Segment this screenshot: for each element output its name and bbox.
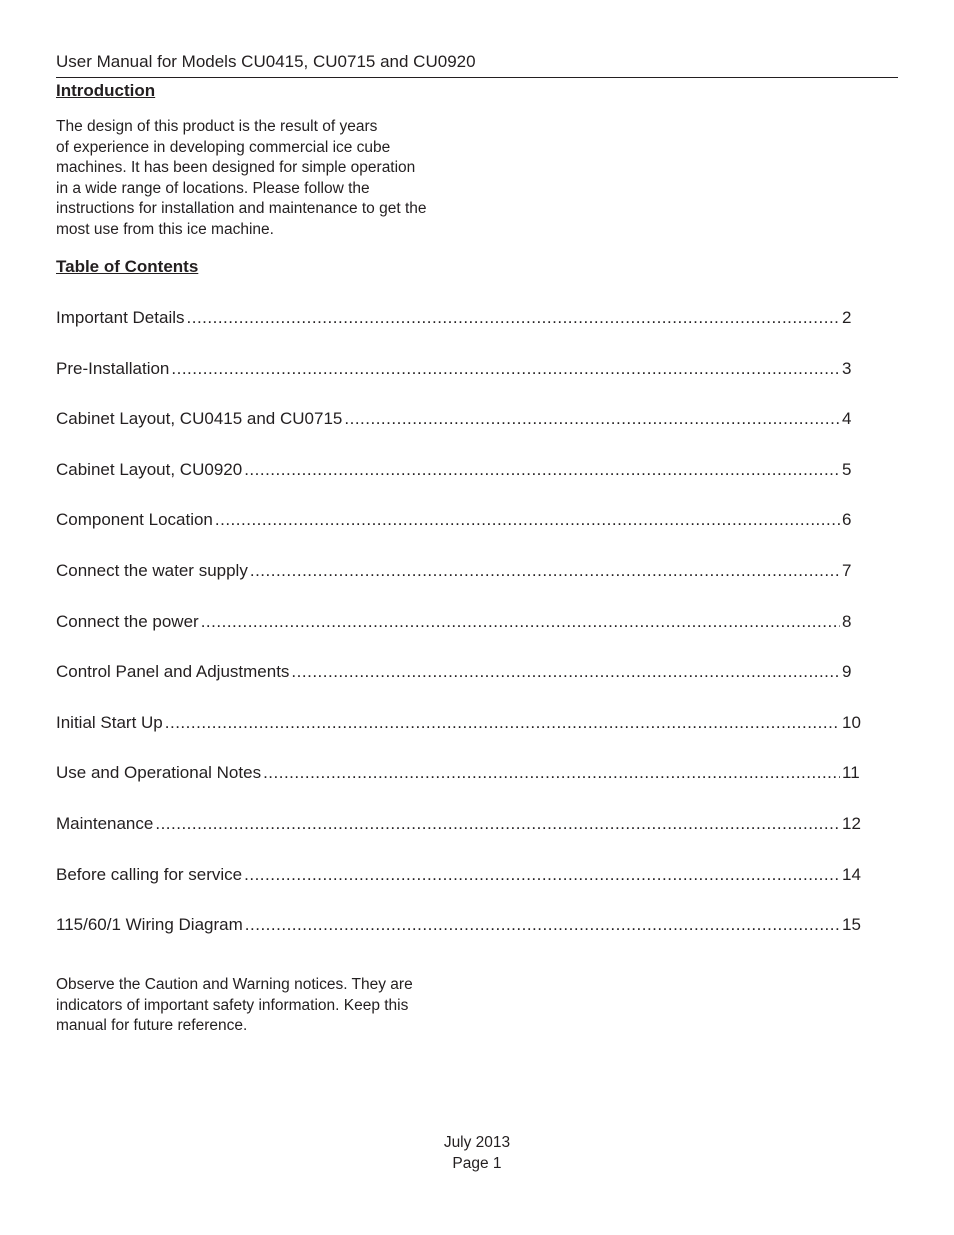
toc-entry-page: 11 (842, 763, 860, 783)
toc-entry-title: 115/60/1 Wiring Diagram (56, 915, 243, 935)
toc-entry-title: Before calling for service (56, 864, 243, 884)
toc-entry-page: 7 (842, 560, 852, 580)
toc-dot-leader (244, 864, 840, 885)
toc-entry-page: 5 (842, 459, 852, 479)
introduction-line: in a wide range of locations. Please follow the (56, 179, 370, 197)
toc-entry-title: Connect the water supply (56, 560, 248, 580)
toc-entry-title: Pre-Installation (56, 358, 170, 378)
toc-dot-leader (155, 813, 840, 834)
toc-entry-title: Cabinet Layout, CU0920 (56, 459, 243, 479)
toc-dot-leader (165, 712, 840, 733)
introduction-line: of experience in developing commercial ice cube (56, 138, 391, 156)
toc-entry-page: 8 (842, 611, 852, 631)
toc-entry-title: Important Details (56, 308, 185, 327)
toc-entry-page: 4 (842, 409, 852, 429)
toc-entry-connect-water-supply[interactable] (56, 560, 866, 611)
toc-entry-title: Connect the power (56, 611, 199, 631)
toc-dot-leader (263, 762, 840, 783)
toc-dot-leader (245, 914, 840, 935)
toc-entry-title: Maintenance (56, 813, 154, 833)
toc-entry-cabinet-layout-cu0415-cu0715[interactable] (56, 408, 866, 459)
toc-dot-leader (171, 358, 840, 379)
table-of-contents (56, 307, 866, 965)
toc-entry-use-operational-notes[interactable] (56, 762, 866, 813)
page-footer (0, 1132, 954, 1174)
toc-entry-cabinet-layout-cu0920[interactable] (56, 459, 866, 510)
toc-entry-title: Cabinet Layout, CU0415 and CU0715 (56, 409, 343, 429)
toc-entry-important-details[interactable] (56, 307, 866, 358)
toc-dot-leader (244, 459, 840, 480)
document-header-title: User Manual for Models CU0415, CU0715 and CU0920 (56, 52, 476, 71)
toc-dot-leader (215, 509, 840, 530)
toc-entry-page: 10 (842, 712, 861, 732)
toc-entry-control-panel-adjustments[interactable] (56, 661, 866, 712)
footer-date: July 2013 (443, 1134, 511, 1151)
toc-entry-before-calling-for-service[interactable] (56, 864, 866, 915)
toc-dot-leader (344, 408, 840, 429)
safety-notice-paragraph (56, 975, 476, 1037)
footer-page-number: Page 1 (452, 1155, 502, 1172)
toc-entry-component-location[interactable] (56, 509, 866, 560)
toc-entry-pre-installation[interactable] (56, 358, 866, 409)
toc-entry-title: Initial Start Up (56, 712, 163, 732)
toc-entry-page: 14 (842, 864, 861, 884)
toc-entry-maintenance[interactable] (56, 813, 866, 864)
toc-entry-page: 9 (842, 662, 852, 682)
toc-entry-title: Use and Operational Notes (56, 763, 262, 783)
introduction-line: most use from this ice machine. (56, 220, 274, 238)
toc-dot-leader (201, 611, 840, 632)
toc-entry-page: 3 (842, 358, 852, 378)
safety-notice-line: manual for future reference. (56, 1017, 248, 1035)
toc-entry-page: 12 (842, 813, 861, 833)
safety-notice-line: Observe the Caution and Warning notices. They are (56, 976, 413, 993)
introduction-line: machines. It has been designed for simple operation (56, 159, 416, 177)
toc-entry-page: 6 (842, 510, 852, 530)
toc-entry-initial-start-up[interactable] (56, 712, 866, 763)
safety-notice-line: indicators of important safety information. Keep this (56, 996, 409, 1014)
introduction-line: The design of this product is the result of years (56, 118, 378, 135)
toc-dot-leader (250, 560, 840, 581)
introduction-heading: Introduction (56, 81, 156, 100)
toc-entry-page: 2 (842, 308, 852, 327)
toc-dot-leader (187, 307, 841, 328)
table-of-contents-heading: Table of Contents (56, 257, 199, 276)
toc-dot-leader (291, 661, 840, 682)
header-divider (56, 77, 898, 78)
introduction-paragraph (56, 117, 486, 241)
toc-entry-title: Component Location (56, 510, 213, 530)
toc-entry-wiring-diagram[interactable] (56, 914, 866, 965)
introduction-line: instructions for installation and maintenance to get the (56, 200, 427, 218)
toc-entry-connect-power[interactable] (56, 611, 866, 662)
toc-entry-page: 15 (842, 915, 861, 935)
toc-entry-title: Control Panel and Adjustments (56, 662, 290, 682)
